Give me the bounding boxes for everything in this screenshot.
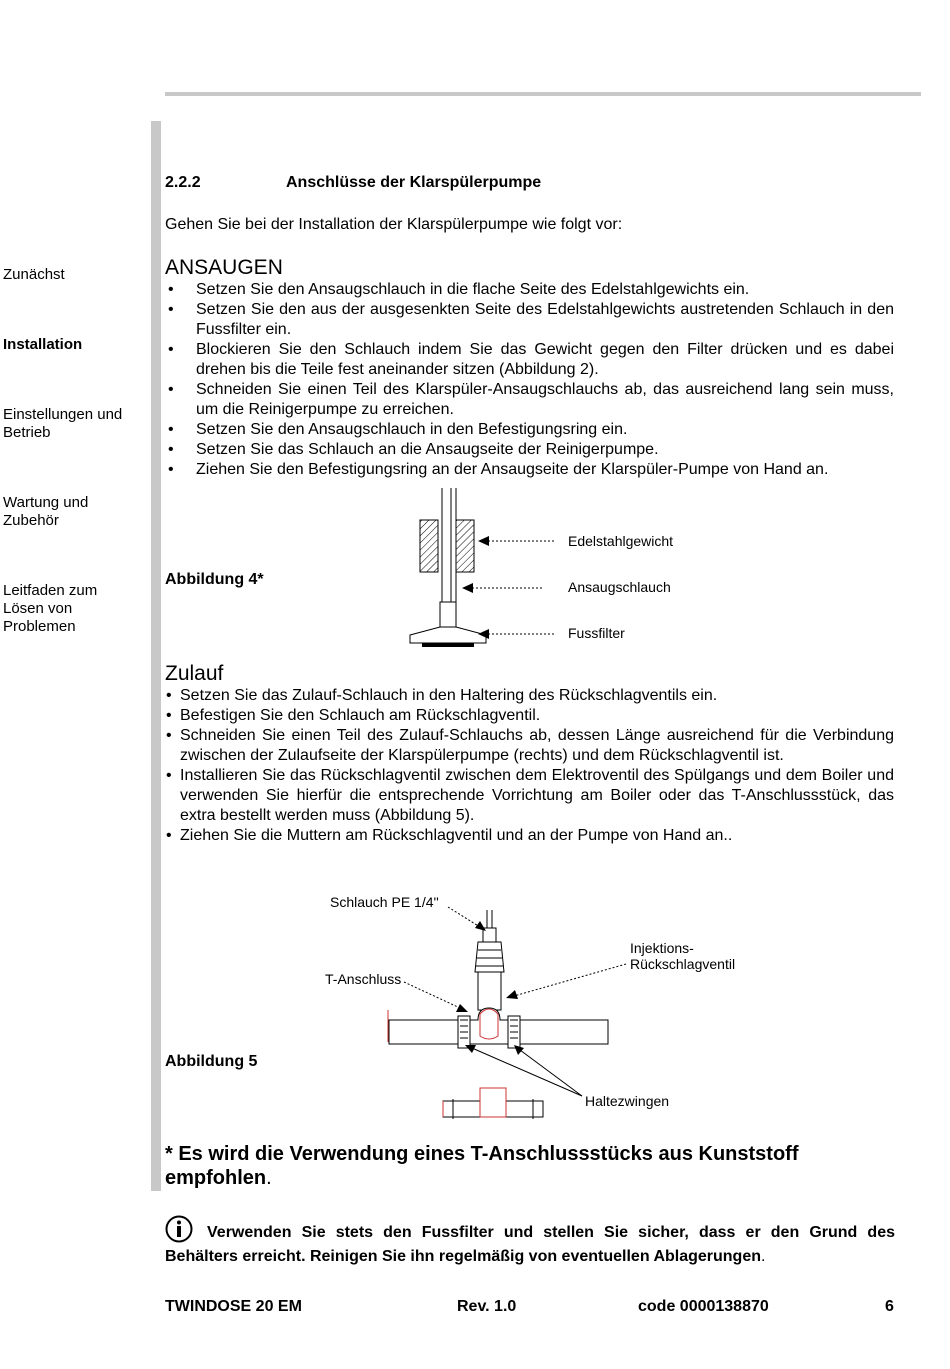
info-text: Verwenden Sie stets den Fussfilter und stellen Sie sicher, dass er den Grund des Behälters erreicht. Reinigen Sie ihn regelmäßig von eventuellen Ablagerungen [165,1224,895,1265]
figure4-hose-label: Ansaugschlauch [568,579,671,595]
filter-arrow [478,629,555,639]
figure5-tee-label: T-Anschluss [325,971,402,987]
pe-hose [483,910,496,942]
list-item: • Ziehen Sie den Befestigungsring an der Ansaugseite der Klarspüler-Pumpe von Hand an. [166,460,894,480]
list-item: • Schneiden Sie einen Teil des Zulauf-Schlauchs ab, dessen Länge ausreichend für die Verbindung zwischen der Zulaufseite der Klarspülerpumpe (rechts) und dem Rückschlagventil ist. [166,726,894,766]
info-note [165,1215,895,1269]
footer-page-number: 6 [885,1298,894,1315]
list-item: • Setzen Sie das Schlauch an die Ansaugseite der Reinigerpumpe. [166,440,894,460]
content-side-bar [151,121,161,1191]
small-tee-fitting [443,1088,543,1119]
info-period: . [761,1248,766,1265]
weight-arrow [478,536,555,546]
info-icon [165,1215,193,1243]
list-item: • Setzen Sie den Ansaugschlauch in den Befestigungsring ein. [166,420,894,440]
figure5-valve-label-2: Rückschlagventil [630,956,736,972]
section-intro: Gehen Sie bei der Installation der Klarspülerpumpe wie folgt vor: [165,216,623,233]
section-title: Anschlüsse der Klarspülerpumpe [286,174,542,191]
check-valve [475,942,504,1010]
figure5-clamps-label: Haltezwingen [585,1093,670,1109]
hose-line [442,488,456,603]
steel-weight [420,520,474,572]
sidebar-item-installation[interactable]: Installation [3,336,83,353]
footer-code: code 0000138870 [638,1298,769,1315]
recommendation-period: . [266,1167,272,1189]
hose-arrow [462,583,542,593]
list-item: • Setzen Sie das Zulauf-Schlauch in den Haltering des Rückschlagventils ein. [166,686,894,706]
list-item: • Befestigen Sie den Schlauch am Rückschlagventil. [166,706,894,726]
sidebar-item-zunaechst[interactable]: Zunächst [3,266,65,283]
figure4-label: Abbildung 4* [165,571,264,588]
figure4-filter-label: Fussfilter [568,625,625,641]
tee-connector [388,1008,608,1048]
valve-label-arrow [506,964,626,999]
list-item: • Schneiden Sie einen Teil des Klarspüler-Ansaugschlauchs ab, das ausreichend lang sein muss, um die Reinigerpumpe zu erreichen. [166,380,894,420]
footer-revision: Rev. 1.0 [457,1298,517,1315]
list-item: • Setzen Sie den Ansaugschlauch in die flache Seite des Edelstahlgewichts ein. [166,280,894,300]
sidebar-item-einstellungen[interactable]: Einstellungen und Betrieb [3,406,123,441]
tee-label-arrow [404,982,468,1012]
figure4-diagram [400,485,700,655]
recommendation-text: * Es wird die Verwendung eines T-Anschlussstücks aus Kunststoff empfohlen [165,1143,799,1189]
list-item: • Ziehen Sie die Muttern am Rückschlagventil und an der Pumpe von Hand an.. [166,826,894,846]
foot-filter [410,602,486,647]
list-item: • Setzen Sie den aus der ausgesenkten Seite des Edelstahlgewichts austretenden Schlauch in den Fussfilter ein. [166,300,894,340]
hose-label-arrow [448,907,486,931]
figure5-valve-label-1: Injektions- [630,940,694,956]
list-item: • Installieren Sie das Rückschlagventil zwischen dem Elektroventil des Spülgangs und dem Boiler und verwenden Sie hierfür die entsprechende Vorrichtung am Boiler oder das T-Anschlussstück, das extra bestellt werden muss (Abbildung 5). [166,766,894,826]
sidebar-item-leitfaden[interactable]: Leitfaden zum Lösen von Problemen [3,582,98,635]
sidebar-item-wartung[interactable]: Wartung und Zubehör [3,494,89,529]
ansaugen-heading: ANSAUGEN [165,256,283,279]
footer-model: TWINDOSE 20 EM [165,1298,302,1315]
list-item: • Blockieren Sie den Schlauch indem Sie das Gewicht gegen den Filter drücken und es dabei drehen bis die Teile fest aneinander sitzen (Abbildung 2). [166,340,894,380]
section-number: 2.2.2 [165,174,201,191]
zulauf-heading: Zulauf [165,662,224,685]
header-rule [165,92,921,96]
recommendation-note [165,1142,865,1190]
figure4-weight-label: Edelstahlgewicht [568,533,674,549]
figure5-hose-label: Schlauch PE 1/4'' [330,894,439,910]
ansaugen-list [166,280,894,480]
zulauf-list [166,686,894,846]
figure5-label: Abbildung 5 [165,1053,258,1070]
